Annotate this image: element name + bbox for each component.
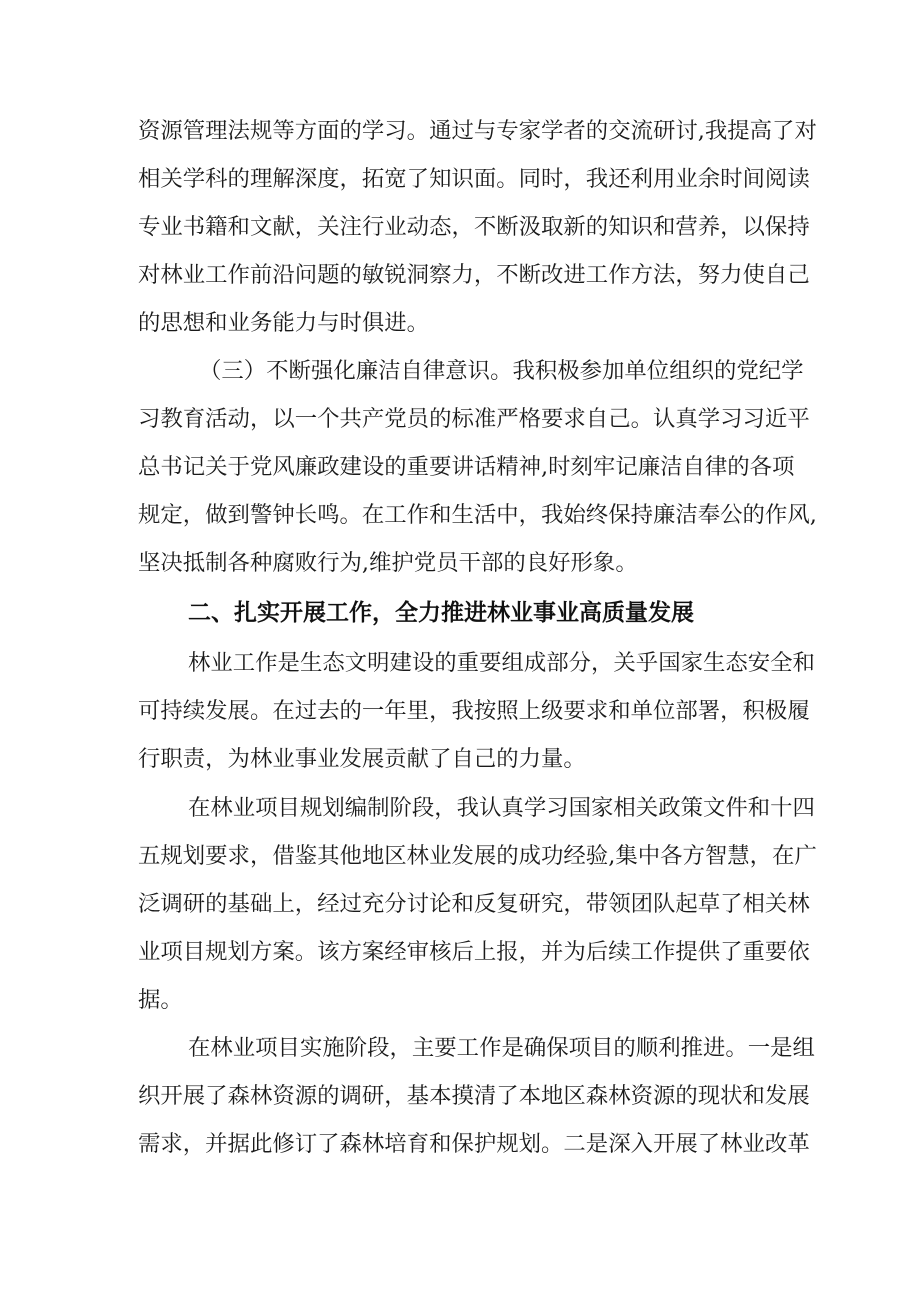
text-line: 规定，做到警钟长鸣。在工作和生活中，我始终保持廉洁奉公的作风, (138, 502, 817, 528)
text-line: 习教育活动，以一个共产党员的标准严格要求自己。认真学习习近平 (138, 406, 810, 432)
text-line: 相关学科的理解深度，拓宽了知识面。同时，我还利用业余时间阅读 (138, 166, 810, 192)
subheading-line: （三）不断强化廉洁自律意识。我积极参加单位组织的党纪学 (199, 358, 804, 384)
text-line: 据。 (138, 987, 183, 1013)
text-line: 五规划要求，借鉴其他地区林业发展的成功经验,集中各方智慧，在广 (138, 843, 817, 869)
text-line: 资源管理法规等方面的学习。通过与专家学者的交流研讨,我提高了对 (138, 118, 817, 144)
text-line: 对林业工作前沿问题的敏锐洞察力，不断改进工作方法，努力使自己 (138, 262, 810, 288)
text-line: 可持续发展。在过去的一年里，我按照上级要求和单位部署，积极履 (138, 698, 810, 724)
text-line: 织开展了森林资源的调研，基本摸清了本地区森林资源的现状和发展 (138, 1083, 810, 1109)
text-line: 在林业项目规划编制阶段，我认真学习国家相关政策文件和十四 (188, 795, 815, 821)
text-line: 泛调研的基础上，经过充分讨论和反复研究，带领团队起草了相关林 (138, 891, 810, 917)
text-line: 需求，并据此修订了森林培育和保护规划。二是深入开展了林业改革 (138, 1131, 810, 1157)
text-line: 林业工作是生态文明建设的重要组成部分，关乎国家生态安全和 (188, 650, 815, 676)
text-line: 的思想和业务能力与时俱进。 (138, 310, 430, 336)
section-heading: 二、扎实开展工作，全力推进林业事业高质量发展 (188, 600, 694, 626)
text-line: 行职责，为林业事业发展贡献了自己的力量。 (138, 746, 586, 772)
text-line: 总书记关于党风廉政建设的重要讲话精神,时刻牢记廉洁自律的各项 (138, 454, 795, 480)
text-line: 在林业项目实施阶段，主要工作是确保项目的顺利推进。一是组 (188, 1035, 815, 1061)
text-line: 坚决抵制各种腐败行为,维护党员干部的良好形象。 (138, 550, 638, 576)
text-line: 业项目规划方案。该方案经审核后上报，并为后续工作提供了重要依 (138, 939, 810, 965)
text-line: 专业书籍和文献，关注行业动态，不断汲取新的知识和营养，以保持 (138, 214, 810, 240)
